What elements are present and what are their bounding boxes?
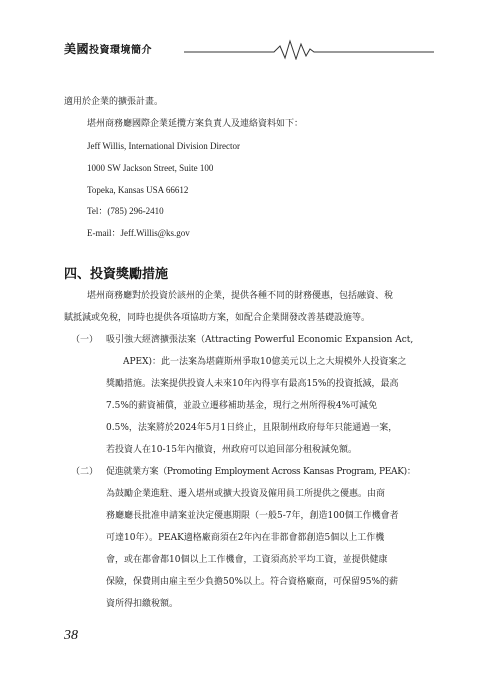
item-2-line: 促進就業方案（Promoting Employment Across Kansas Program, PEAK)：: [106, 467, 416, 477]
item-1-line: 若投資人在10-15年內撤資，州政府可以追回部分租稅減免額。: [106, 445, 357, 455]
item-1-line: 0.5%，法案將於2024年5月1日終止，且限制州政府每年只能通過一案，: [106, 423, 398, 433]
item-1-line: APEX)：此一法案為堪薩斯州爭取10億美元以上之大規模外人投資案之: [123, 357, 407, 367]
intro-tail-text: 適用於企業的擴張計畫。: [64, 97, 164, 107]
item-1-line: 吸引強大經濟擴張法案（Attracting Powerful Economic Expansion Act,: [106, 335, 414, 345]
item-2-marker: （二）: [71, 467, 99, 477]
contact-intro: 堪州商務廳國際企業延攬方案負責人及連絡資料如下：: [87, 119, 304, 129]
item-1-marker: （一）: [71, 335, 99, 345]
contact-email: E-mail：Jeff.Willis@ks.gov: [87, 228, 190, 238]
section-paragraph-line: 賦抵減或免稅，同時也提供各項協助方案，如配合企業開發改善基礎設施等。: [64, 313, 371, 323]
header-title-rest: 投資環境簡介: [89, 45, 153, 56]
item-2-line: 會，或在都會都10個以上工作機會，工資須高於平均工資，並提供健康: [106, 555, 388, 565]
contact-address-line1: 1000 SW Jackson Street, Suite 100: [87, 163, 214, 173]
item-1-line: 7.5%的薪資補償，並設立遷移補助基金，現行之州所得稅4%可減免: [106, 401, 378, 411]
item-2-line: 保險，保費則由雇主至少負擔50%以上。符合資格廠商，可保留95%的薪: [106, 577, 399, 587]
running-header: [64, 38, 434, 60]
item-2-line: 務廳廳長批准申請案並決定優惠期限（一般5-7年，創造100個工作機會者: [106, 511, 399, 521]
item-2-line: 為鼓勵企業進駐、遷入堪州或擴大投資及僱用員工所提供之優惠。由商: [106, 489, 386, 499]
contact-address-line2: Topeka, Kansas USA 66612: [87, 185, 189, 195]
contact-tel: Tel：(785) 296-2410: [87, 206, 164, 216]
contact-name: Jeff Willis, International Division Director: [87, 141, 241, 151]
item-1-line: 獎勵措施。法案提供投資人未來10年內得享有最高15%的投資抵減，最高: [106, 379, 399, 389]
page-number: 38: [64, 628, 78, 643]
item-2-line: 可達10年）。PEAK適格廠商須在2年內在非都會都創造5個以上工作機: [106, 533, 385, 543]
section-paragraph-line: 堪州商務廳對於投資於該州的企業，提供各種不同的財務優惠，包括融資、稅: [87, 291, 394, 301]
section-heading: 四、投資獎勵措施: [64, 267, 169, 282]
item-2-line: 資所得扣繳稅額。: [106, 599, 179, 609]
header-title: [64, 40, 152, 57]
header-title-main: 美國: [64, 42, 90, 56]
